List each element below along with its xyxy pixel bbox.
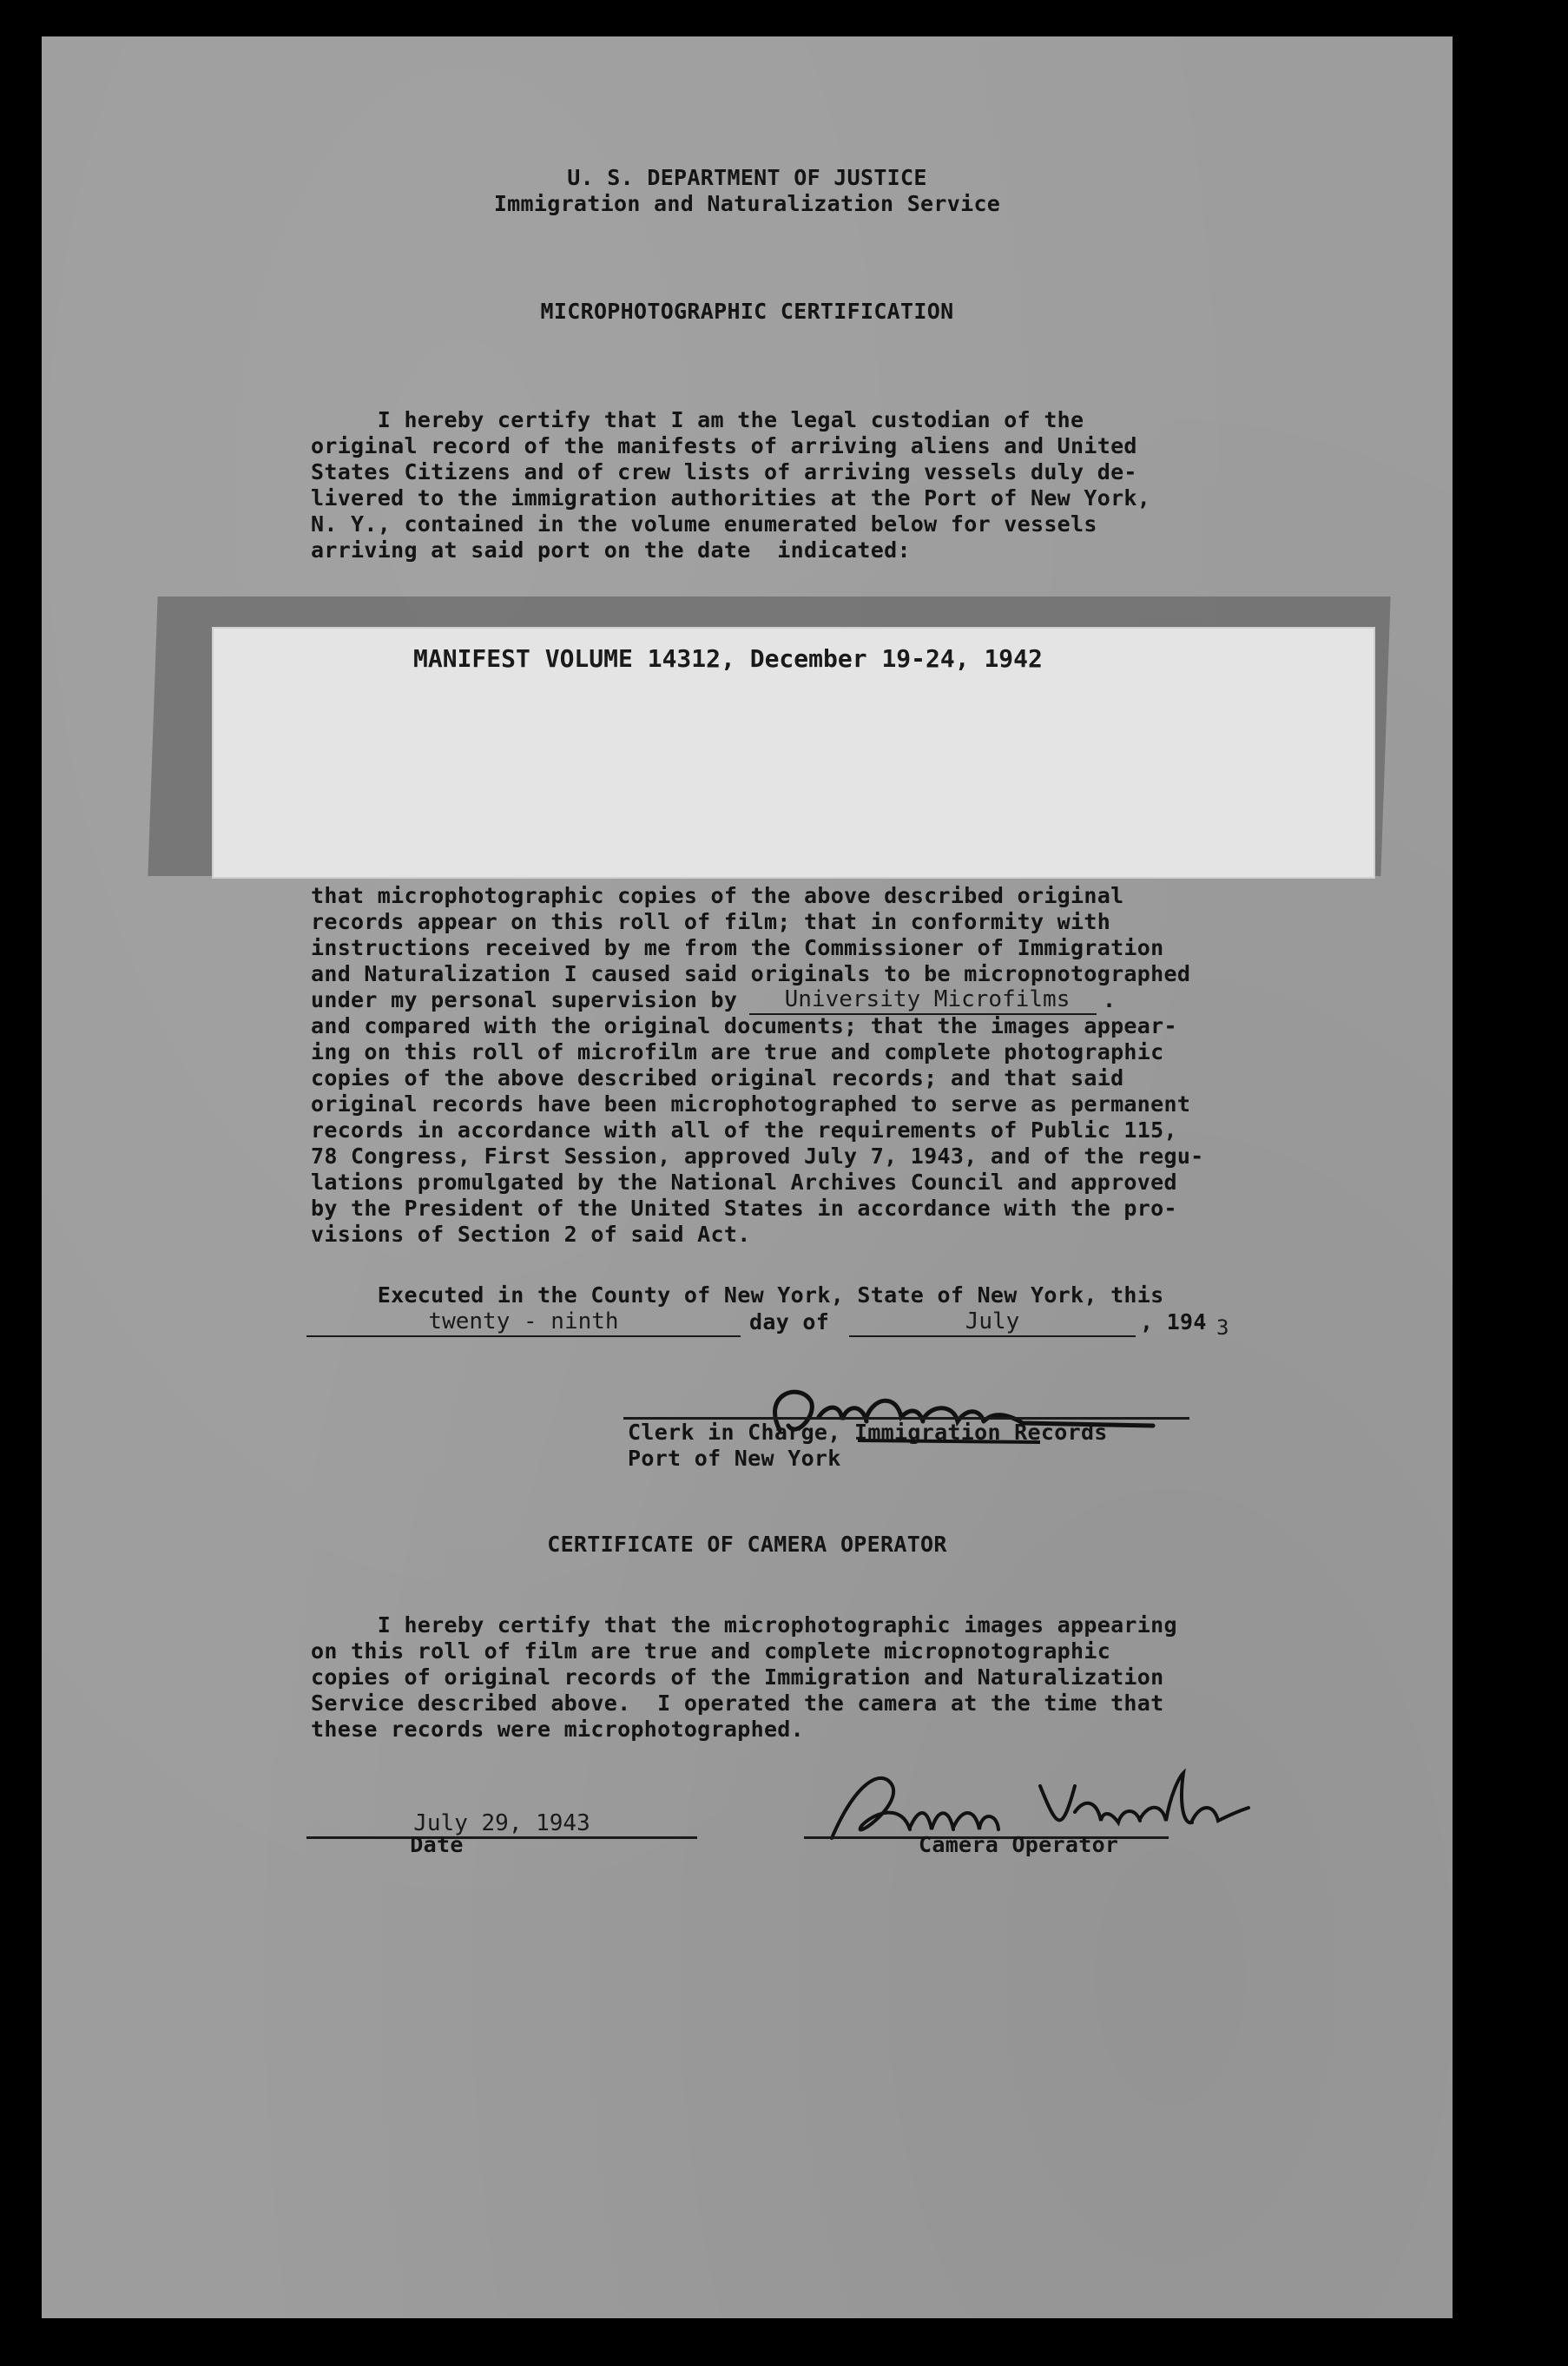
year-suffix: 3	[1216, 1315, 1229, 1340]
body-line: instructions received by me from the Commissioner of Immigration	[311, 935, 1164, 960]
day-fill: twenty - ninth	[428, 1308, 619, 1335]
intro-line: original record of the manifests of arriving aliens and United	[311, 433, 1137, 458]
operator-label: Camera Operator	[919, 1832, 1119, 1857]
body-line: and Naturalization I caused said originals to be micropnotographed	[311, 961, 1191, 986]
camera-certificate-title: CERTIFICATE OF CAMERA OPERATOR	[547, 1532, 947, 1557]
executed-line: Executed in the County of New York, State of New York, this	[311, 1282, 1164, 1308]
document-page	[42, 36, 1453, 2318]
month-fill: July	[965, 1308, 1020, 1335]
intro-line: livered to the immigration authorities at the Port of New York,	[311, 485, 1151, 511]
clerk-title: Clerk in Charge, Immigration Records	[628, 1420, 1108, 1445]
supervisor-period: .	[1103, 987, 1117, 1012]
manifest-strip	[212, 627, 1375, 879]
camera-line: Service described above. I operated the camera at the time that	[311, 1690, 1164, 1716]
certification-title: MICROPHOTOGRAPHIC CERTIFICATION	[540, 299, 954, 324]
date-fill: July 29, 1943	[413, 1810, 590, 1836]
supervisor-fill: University Microfilms	[784, 986, 1071, 1012]
body-line: original records have been microphotographed to serve as permanent	[311, 1091, 1191, 1117]
camera-line: copies of original records of the Immigration and Naturalization	[311, 1664, 1164, 1690]
body-line: by the President of the United States in accordance with the pro-	[311, 1196, 1177, 1221]
intro-line: N. Y., contained in the volume enumerated below for vessels	[311, 511, 1097, 537]
department-heading: U. S. DEPARTMENT OF JUSTICE	[567, 165, 927, 190]
body-line: records appear on this roll of film; that in conformity with	[311, 909, 1111, 934]
camera-line: I hereby certify that the microphotographic images appearing	[311, 1612, 1177, 1638]
camera-line: these records were microphotographed.	[311, 1717, 804, 1742]
intro-line: States Citizens and of crew lists of arriving vessels duly de-	[311, 459, 1137, 484]
date-label: Date	[410, 1832, 464, 1857]
body-line: records in accordance with all of the requirements of Public 115,	[311, 1117, 1177, 1143]
service-heading: Immigration and Naturalization Service	[493, 191, 1001, 216]
camera-line: on this roll of film are true and complete micropnotographic	[311, 1638, 1111, 1664]
intro-line: I hereby certify that I am the legal custodian of the	[311, 407, 1084, 432]
clerk-port: Port of New York	[628, 1446, 841, 1471]
body-line: lations promulgated by the National Archives Council and approved	[311, 1170, 1177, 1195]
body-line: that microphotographic copies of the above described original	[311, 883, 1124, 908]
body-line: under my personal supervision by	[311, 987, 738, 1012]
intro-line: arriving at said port on the date indicated:	[311, 537, 911, 563]
day-of-text: day of	[749, 1309, 830, 1335]
body-line: ing on this roll of microfilm are true and complete photographic	[311, 1039, 1164, 1064]
body-line: copies of the above described original records; and that said	[311, 1065, 1124, 1091]
year-prefix: , 194	[1140, 1309, 1207, 1335]
body-line: 78 Congress, First Session, approved July 7, 1943, and of the regu-	[311, 1143, 1204, 1169]
month-underline	[849, 1335, 1136, 1337]
body-line: visions of Section 2 of said Act.	[311, 1222, 751, 1247]
manifest-volume: MANIFEST VOLUME 14312, December 19-24, 1942	[413, 644, 1043, 673]
day-underline	[306, 1335, 741, 1337]
body-line: and compared with the original documents; that the images appear-	[311, 1013, 1177, 1038]
